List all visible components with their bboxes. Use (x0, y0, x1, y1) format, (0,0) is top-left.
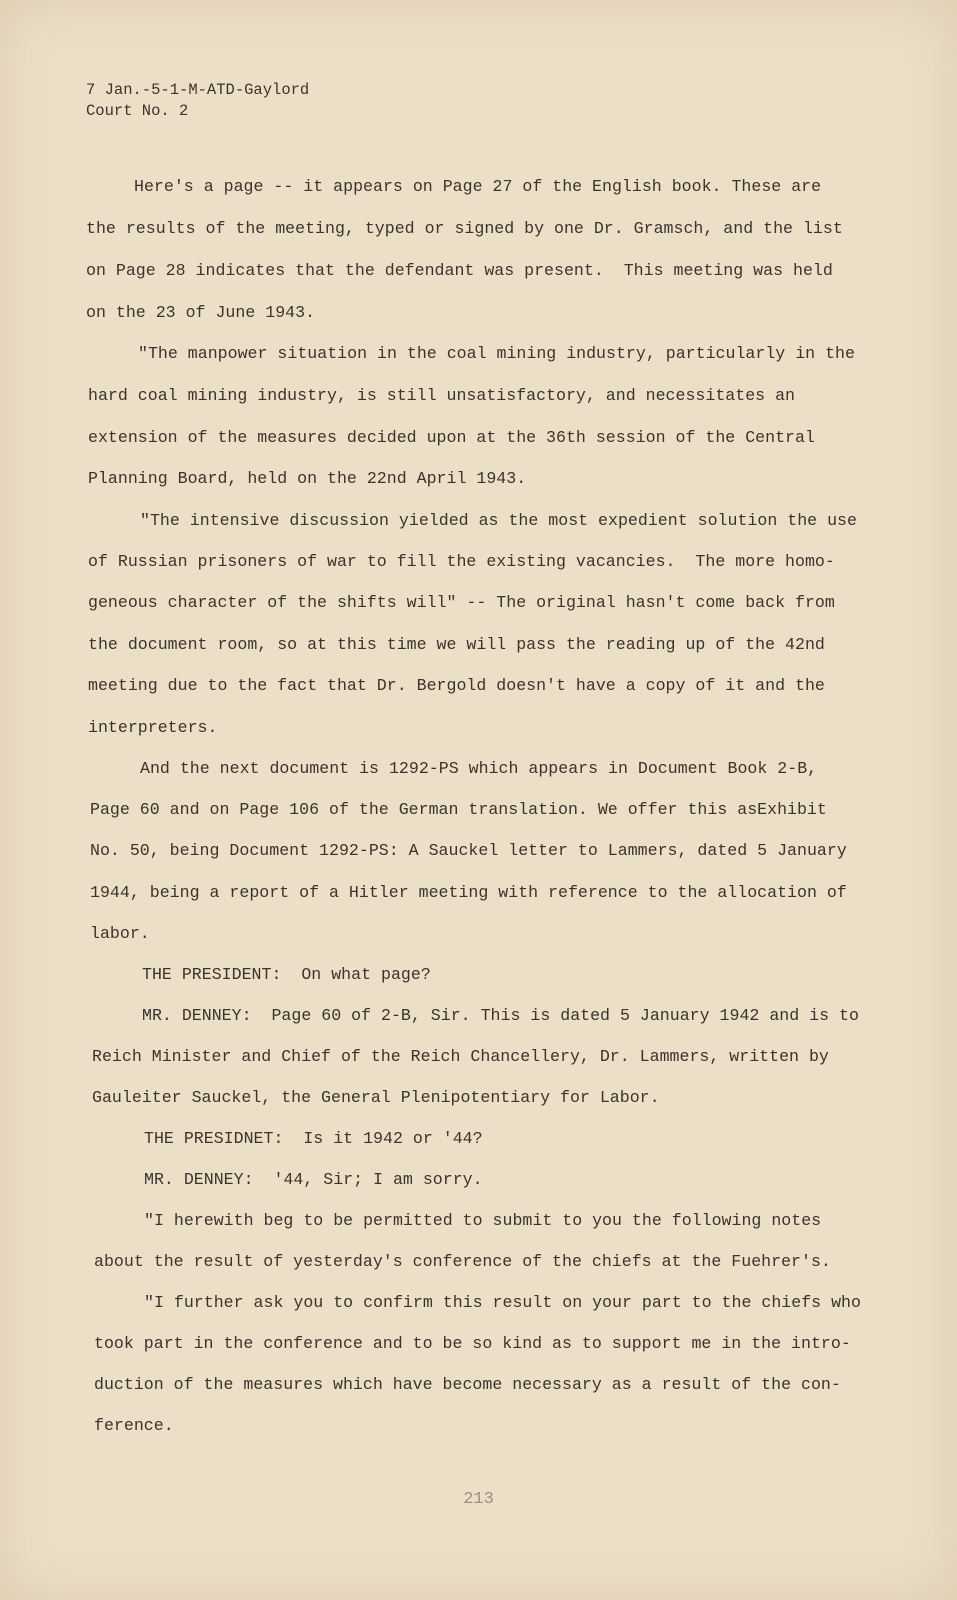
text-line: about the result of yesterday's conference of the chiefs at the Fuehrer's. (94, 1252, 831, 1271)
text-line: Here's a page -- it appears on Page 27 of the English book. These are (134, 177, 822, 196)
header-court-line: Court No. 2 (86, 102, 189, 120)
text-line: THE PRESIDENT: On what page? (142, 965, 431, 984)
text-line: of Russian prisoners of war to fill the existing vacancies. The more homo- (88, 552, 835, 571)
page-number: 213 (463, 1490, 494, 1509)
text-line: 1944, being a report of a Hitler meeting with reference to the allocation of (90, 883, 847, 902)
text-line: THE PRESIDNET: Is it 1942 or '44? (144, 1129, 483, 1148)
text-line: Page 60 and on Page 106 of the German translation. We offer this asExhibit (90, 800, 827, 819)
text-line: Gauleiter Sauckel, the General Plenipotentiary for Labor. (92, 1088, 660, 1107)
text-line: interpreters. (88, 718, 218, 737)
text-line: on the 23 of June 1943. (86, 303, 316, 322)
text-line: "I further ask you to confirm this result on your part to the chiefs who (144, 1293, 861, 1312)
text-line: labor. (90, 924, 150, 943)
text-line: meeting due to the fact that Dr. Bergold doesn't have a copy of it and the (88, 676, 825, 695)
text-line: extension of the measures decided upon at the 36th session of the Central (88, 428, 815, 447)
text-line: MR. DENNEY: Page 60 of 2-B, Sir. This is dated 5 January 1942 and is to (142, 1006, 859, 1025)
document-header (86, 80, 309, 122)
text-line: geneous character of the shifts will" -- The original hasn't come back from (88, 593, 835, 612)
text-line: Planning Board, held on the 22nd April 1943. (88, 469, 527, 488)
text-line: ference. (94, 1416, 174, 1435)
text-line: took part in the conference and to be so kind as to support me in the intro- (94, 1334, 851, 1353)
text-line: on Page 28 indicates that the defendant was present. This meeting was held (86, 261, 833, 280)
text-line: "I herewith beg to be permitted to submit to you the following notes (144, 1211, 822, 1230)
text-line: And the next document is 1292-PS which appears in Document Book 2-B, (140, 759, 818, 778)
text-line: hard coal mining industry, is still unsatisfactory, and necessitates an (88, 386, 796, 405)
header-reference-line: 7 Jan.-5-1-M-ATD-Gaylord (86, 81, 310, 99)
text-line: No. 50, being Document 1292-PS: A Sauckel letter to Lammers, dated 5 January (90, 841, 847, 860)
text-line: the results of the meeting, typed or signed by one Dr. Gramsch, and the list (86, 219, 843, 238)
text-line: the document room, so at this time we will pass the reading up of the 42nd (88, 635, 825, 654)
text-line: MR. DENNEY: '44, Sir; I am sorry. (144, 1170, 483, 1189)
text-line: "The intensive discussion yielded as the most expedient solution the use (140, 511, 857, 530)
text-line: duction of the measures which have become necessary as a result of the con- (94, 1375, 841, 1394)
text-line: Reich Minister and Chief of the Reich Chancellery, Dr. Lammers, written by (92, 1047, 829, 1066)
text-line: "The manpower situation in the coal mining industry, particularly in the (138, 344, 855, 363)
